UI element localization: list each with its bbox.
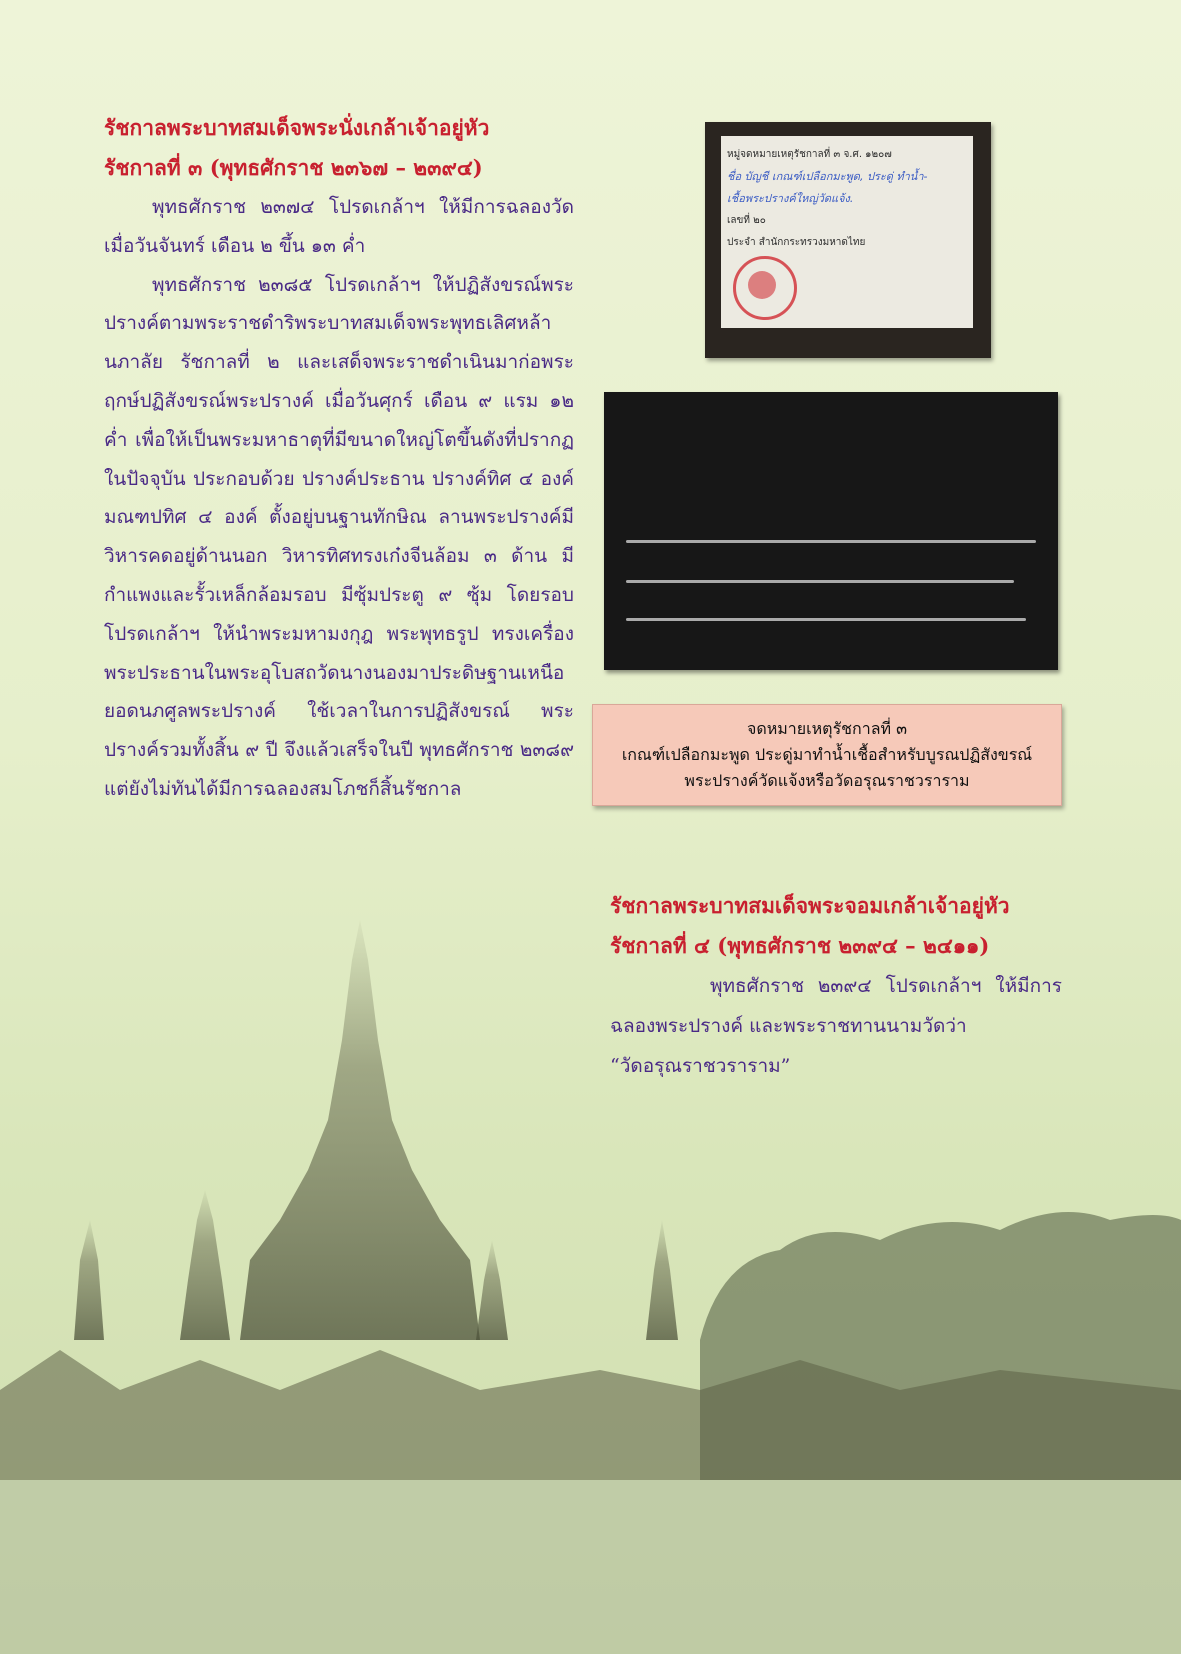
archive-doc-line-3: เชื้อพระปรางค์ใหญ่วัดแจ้ง. xyxy=(727,192,854,205)
side-prang-shape xyxy=(180,1190,230,1340)
reign3-section xyxy=(104,108,574,809)
reign4-heading-line2: รัชกาลที่ ๔ (พุทธศักราช ๒๓๙๔ – ๒๔๑๑) xyxy=(610,933,990,958)
black-manuscript-photo xyxy=(604,392,1058,670)
reign3-paragraph-1: พุทธศักราช ๒๓๗๔ โปรดเกล้าฯ ให้มีการฉลองวัด เมื่อวันจันทร์ เดือน ๒ ขึ้น ๑๓ ค่ำ xyxy=(104,196,574,257)
archive-doc-line-2: ชื่อ บัญชี เกณฑ์เปลือกมะพูด, ประดู่ ทำน้ำ- xyxy=(727,170,928,183)
reign4-heading-line1: รัชกาลพระบาทสมเด็จพระจอมเกล้าเจ้าอยู่หัว xyxy=(610,893,1010,918)
archive-document-label xyxy=(721,136,973,328)
side-prang-shape xyxy=(646,1220,678,1340)
river-water xyxy=(0,1480,1181,1654)
archive-doc-line-4: เลขที่ ๒๐ xyxy=(727,215,766,226)
reign4-paragraph-1: พุทธศักราช ๒๓๙๔ โปรดเกล้าฯ ให้มีการฉลองพระปรางค์ และพระราชทานนามวัดว่า xyxy=(610,975,1062,1037)
reign4-paragraph-2: “วัดอรุณราชวราราม” xyxy=(610,1055,791,1077)
manuscript-script-line xyxy=(626,618,1026,621)
caption-line-1: จดหมายเหตุรัชกาลที่ ๓ xyxy=(746,719,908,738)
caption-line-2: เกณฑ์เปลือกมะพูด ประดู่มาทำน้ำเชื้อสำหรับบูรณปฏิสังขรณ์ xyxy=(621,745,1033,764)
manuscript-script-line xyxy=(626,580,1014,583)
archive-doc-line-5: ประจำ สำนักกระทรวงมหาดไทย xyxy=(727,237,866,248)
reign3-paragraph-2: พุทธศักราช ๒๓๘๕ โปรดเกล้าฯ ให้ปฏิสังขรณ์พระปรางค์ตามพระราชดำริพระบาทสมเด็จพระพุทธเลิศหล้านภาลัย รัชกาลที่ ๒ และเสด็จพระราชดำเนินมาก่อพระฤกษ์ปฏิสังขรณ์พระปรางค์ เมื่อวันศุกร์ เดือน ๙ แรม ๑๒ ค่ำ เพื่อให้เป็นพระมหาธาตุที่มีขนาดใหญ่โตขึ้นดังที่ปรากฏในปัจจุบัน ประกอบด้วย ปรางค์ประธาน ปรางค์ทิศ ๔ องค์ มณฑปทิศ ๔ องค์ ตั้งอยู่บนฐานทักษิณ ลานพระปรางค์มีวิหารคดอยู่ด้านนอก วิหารทิศทรงเก๋งจีนล้อม ๓ ด้าน มีกำแพงและรั้วเหล็กล้อมรอบ มีซุ้มประตู ๙ ซุ้ม โดยรอบ โปรดเกล้าฯ ให้นำพระมหามงกุฎ พระพุทธรูป ทรงเครื่องพระประธานในพระอุโบสถวัดนางนองมาประดิษฐานเหนือยอดนภศูลพระปรางค์ ใช้เวลาในการปฏิสังขรณ์ พระปรางค์รวมทั้งสิ้น ๙ ปี จึงแล้วเสร็จในปี พุทธศักราช ๒๓๘๙ แต่ยังไม่ทันได้มีการฉลองสมโภชก็สิ้นรัชกาล xyxy=(104,273,574,800)
manuscript-script-line xyxy=(626,540,1036,543)
temple-riverside-photo xyxy=(0,920,1181,1654)
archive-doc-line-1: หมู่จดหมายเหตุรัชกาลที่ ๓ จ.ศ. ๑๒๐๗ xyxy=(727,149,892,160)
reign3-heading-line1: รัชกาลพระบาทสมเด็จพระนั่งเกล้าเจ้าอยู่หัว xyxy=(104,115,490,140)
photo-caption xyxy=(592,704,1062,806)
side-prang-shape xyxy=(74,1220,104,1340)
main-prang-shape xyxy=(240,920,480,1340)
side-prang-shape xyxy=(476,1240,508,1340)
caption-line-3: พระปรางค์วัดแจ้งหรือวัดอรุณราชวราราม xyxy=(684,771,970,790)
archive-document-photo xyxy=(705,122,991,358)
reign3-heading-line2: รัชกาลที่ ๓ (พุทธศักราช ๒๓๖๗ – ๒๓๙๔) xyxy=(104,155,483,180)
red-seal-stamp-icon xyxy=(733,256,797,320)
